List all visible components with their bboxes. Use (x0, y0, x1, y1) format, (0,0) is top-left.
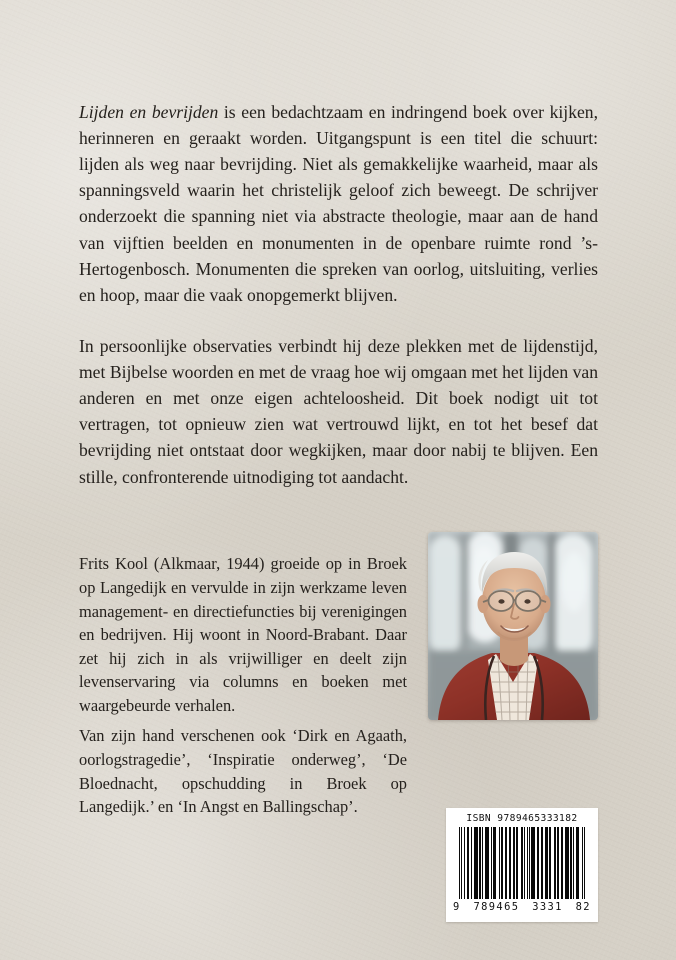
barcode-bar (529, 827, 530, 899)
barcode-bar (493, 827, 496, 899)
barcode-bar (471, 827, 472, 899)
author-bio-paragraph: Frits Kool (Alkmaar, 1944) groeide op in Broek op Langedijk en vervulde in zijn werkzame leven management- en directiefuncties bij verenigingen en bedrijven. Hij woont in Noord-Brabant. Daar zet hij zich in als vrijwilliger en deelt zijn levenservaring via columns en boeken met waargebeurde verhalen. (79, 554, 407, 715)
barcode-bar (570, 827, 572, 899)
barcode-bar (482, 827, 483, 899)
isbn-barcode (446, 808, 598, 922)
barcode-bar (545, 827, 547, 899)
barcode-digit-group-3: 82 (575, 901, 591, 913)
barcode-bar (557, 827, 559, 899)
barcode-bar (459, 827, 460, 899)
barcode-digit-group-2: 3331 (532, 901, 563, 913)
barcode-bar (501, 827, 503, 899)
barcode-bar (467, 827, 469, 899)
barcode-bar (491, 827, 492, 899)
barcode-bar (573, 827, 574, 899)
barcode-bar (499, 827, 500, 899)
barcode-bar (561, 827, 563, 899)
barcode-bar (565, 827, 568, 899)
barcode-bar (479, 827, 481, 899)
barcode-bar (521, 827, 523, 899)
barcode-bar (582, 827, 583, 899)
barcode-bar (537, 827, 539, 899)
barcode-bar (464, 827, 465, 899)
barcode-bar (531, 827, 534, 899)
blurb-paragraph-1 (79, 99, 598, 309)
barcode-digit-group-0: 9 (453, 901, 461, 913)
barcode-bar (474, 827, 477, 899)
barcode-digits (453, 900, 591, 914)
author-other-works-paragraph: Van zijn hand verschenen ook ‘Dirk en Agaath, oorlogstragedie’, ‘Inspiratie onderweg’, ‘De Bloednacht, opschudding in Broek op Langedijk.’ en ‘In Angst en Ballingschap’. (79, 726, 407, 817)
isbn-label: ISBN 9789465333182 (466, 813, 578, 824)
barcode-bar (584, 827, 585, 899)
barcode-bar (509, 827, 511, 899)
barcode-bar (527, 827, 528, 899)
barcode-bar (554, 827, 556, 899)
blurb-paragraph-1-text: is een bedachtzaam en indringend boek over kijken, herinneren en geraakt worden. Uitgangspunt is een titel die schuurt: lijden als weg naar bevrijding. Niet als gemakkelijke waarheid, maar als spanningsveld waarin het christelijk geloof zich beweegt. De schrijver onderzoekt die spanning niet via abstracte theologie, maar aan de hand van vijftien beelden en monumenten in de openbare ruimte rond ’s-Hertogenbosch. Monumenten die spreken van oorlog, uitsluiting, verlies en hoop, maar die vaak onopgemerkt blijven. (79, 101, 598, 306)
barcode-bar (516, 827, 518, 899)
barcode-bar (576, 827, 579, 899)
barcode-bar (513, 827, 515, 899)
book-title-italic: Lijden en bevrijden (79, 101, 219, 122)
author-portrait-photo (428, 532, 598, 720)
barcode-bar (461, 827, 462, 899)
barcode-bar (505, 827, 507, 899)
barcode-digit-group-1: 789465 (473, 901, 520, 913)
blurb-paragraph-2: In persoonlijke observaties verbindt hij deze plekken met de lijdenstijd, met Bijbelse woorden en met de vraag hoe wij omgaan met het lijden van anderen en met onze eigen achteloosheid. Dit boek nodigt uit tot vertragen, tot opnieuw zien wat vertrouwd lijkt, en tot het besef dat bevrijding niet ontstaat door wegkijken, maar door nabij te blijven. Een stille, confronterende uitnodiging tot aandacht. (79, 335, 598, 487)
barcode-bar (541, 827, 543, 899)
barcode-bars (459, 827, 585, 899)
barcode-bar (524, 827, 525, 899)
barcode-bar (549, 827, 551, 899)
barcode-bar (485, 827, 490, 899)
